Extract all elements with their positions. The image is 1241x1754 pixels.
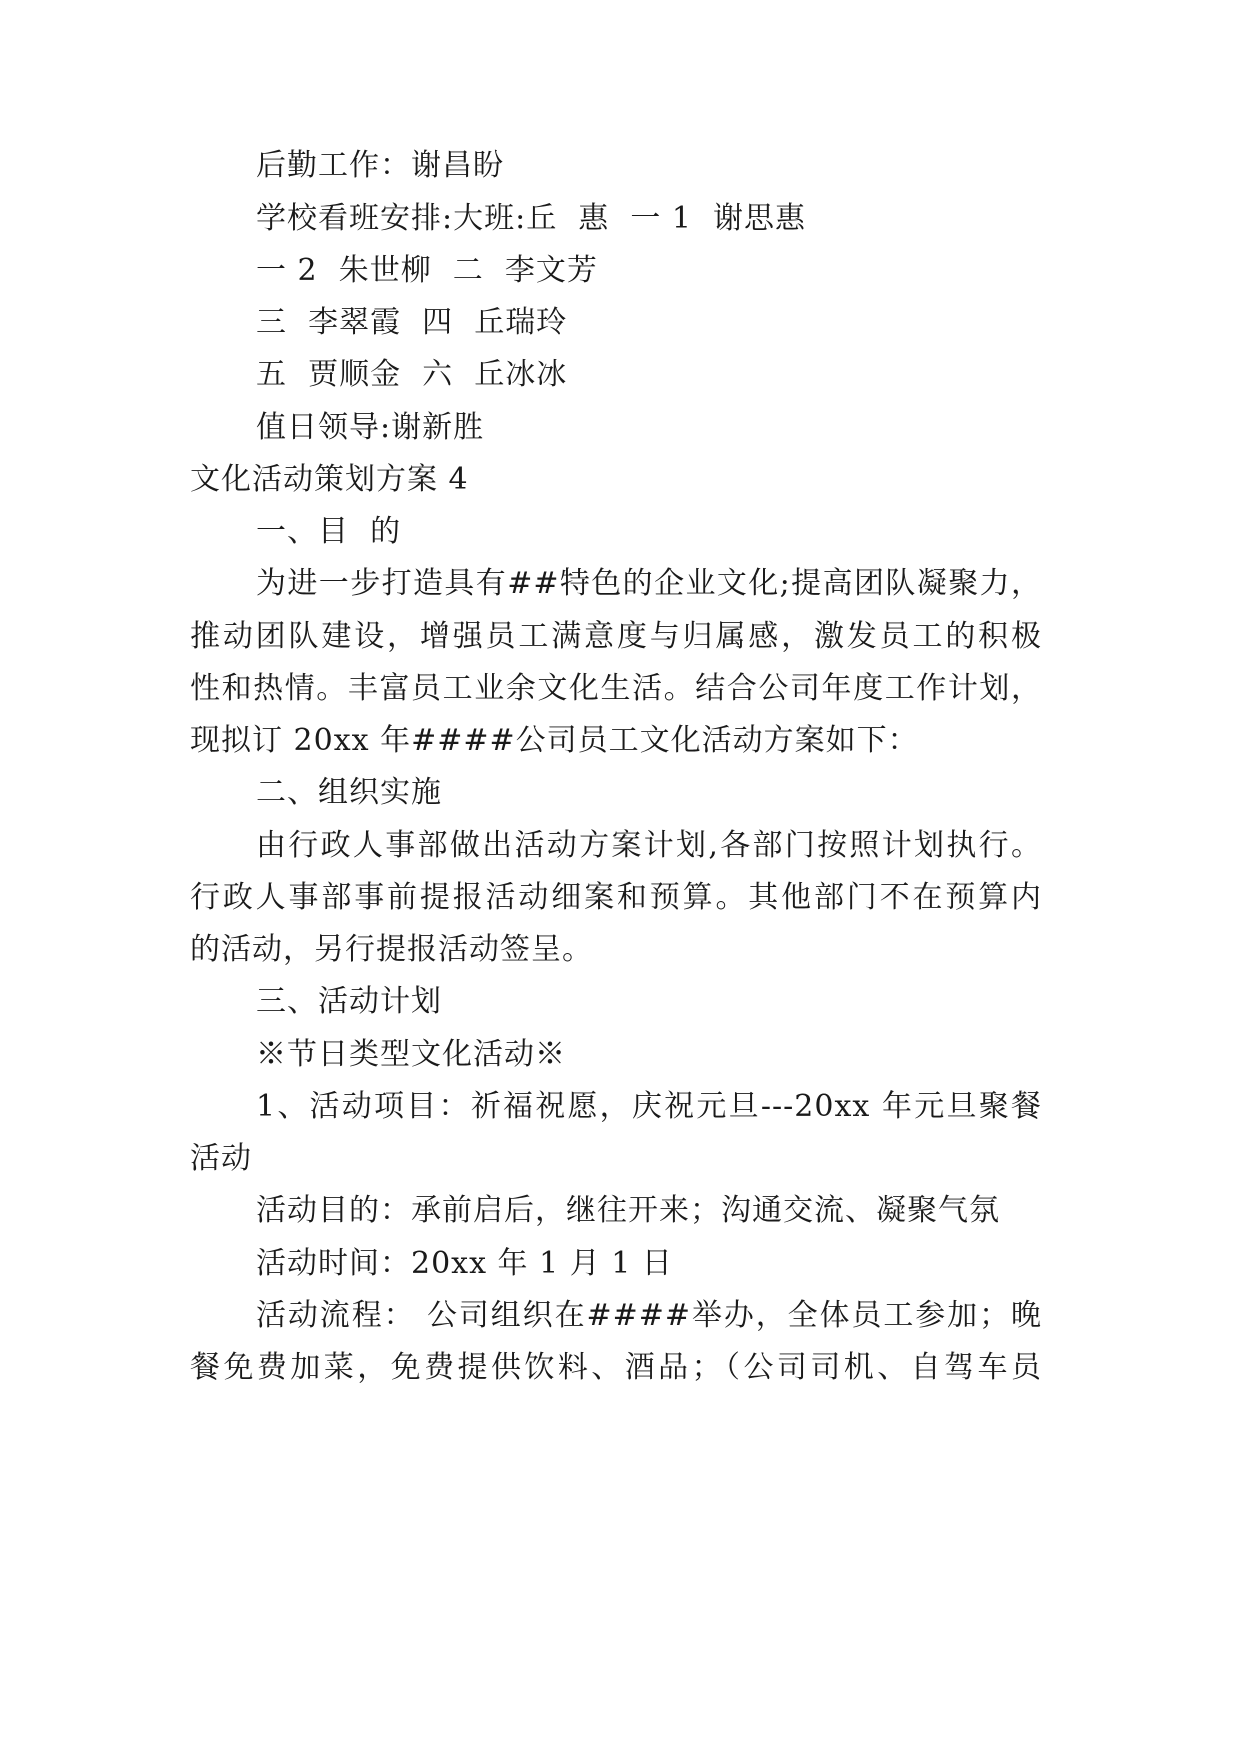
activity-item-line-2: 活动 bbox=[190, 1141, 252, 1176]
activity-purpose-line: 活动目的：承前启后，继往开来；沟通交流、凝聚气氛 bbox=[256, 1193, 1000, 1228]
class-arrangement-line-4: 五 贾顺金 六 丘冰冰 bbox=[256, 357, 568, 392]
purpose-paragraph-line-1: 为进一步打造具有##特色的企业文化;提高团队凝聚力， bbox=[256, 566, 1042, 601]
organization-paragraph-line-2: 行政人事部事前提报活动细案和预算。其他部门不在预算内 bbox=[190, 880, 1042, 915]
activity-item-line-1: 1、活动项目：祈福祝愿，庆祝元旦---20xx 年元旦聚餐 bbox=[256, 1089, 1042, 1124]
heading-activity-plan: 三、活动计划 bbox=[256, 984, 442, 1019]
heading-organization: 二、组织实施 bbox=[256, 775, 442, 810]
purpose-paragraph-line-3: 性和热情。丰富员工业余文化生活。结合公司年度工作计划， bbox=[190, 671, 1042, 706]
purpose-paragraph-line-2: 推动团队建设，增强员工满意度与归属感，激发员工的积极 bbox=[190, 619, 1042, 654]
subheading-holiday-activities: ※节日类型文化活动※ bbox=[256, 1037, 566, 1072]
activity-process-line-1: 活动流程： 公司组织在####举办，全体员工参加；晚 bbox=[256, 1298, 1042, 1333]
organization-paragraph-line-3: 的活动，另行提报活动签呈。 bbox=[190, 932, 593, 967]
heading-purpose: 一、目 的 bbox=[256, 514, 402, 549]
duty-leader-line: 值日领导:谢新胜 bbox=[256, 410, 485, 445]
logistics-line: 后勤工作：谢昌盼 bbox=[256, 148, 504, 183]
school-class-arrangement-line: 学校看班安排:大班:丘 惠 一 1 谢思惠 bbox=[256, 201, 807, 236]
purpose-paragraph-line-4: 现拟订 20xx 年####公司员工文化活动方案如下： bbox=[190, 723, 919, 758]
section-title: 文化活动策划方案 4 bbox=[190, 462, 469, 497]
activity-time-line: 活动时间：20xx 年 1 月 1 日 bbox=[256, 1246, 673, 1281]
class-arrangement-line-2: 一 2 朱世柳 二 李文芳 bbox=[256, 253, 598, 288]
class-arrangement-line-3: 三 李翠霞 四 丘瑞玲 bbox=[256, 305, 568, 340]
organization-paragraph-line-1: 由行政人事部做出活动方案计划,各部门按照计划执行。 bbox=[256, 828, 1042, 863]
activity-process-line-2: 餐免费加菜，免费提供饮料、酒品；（公司司机、自驾车员 bbox=[190, 1350, 1042, 1385]
